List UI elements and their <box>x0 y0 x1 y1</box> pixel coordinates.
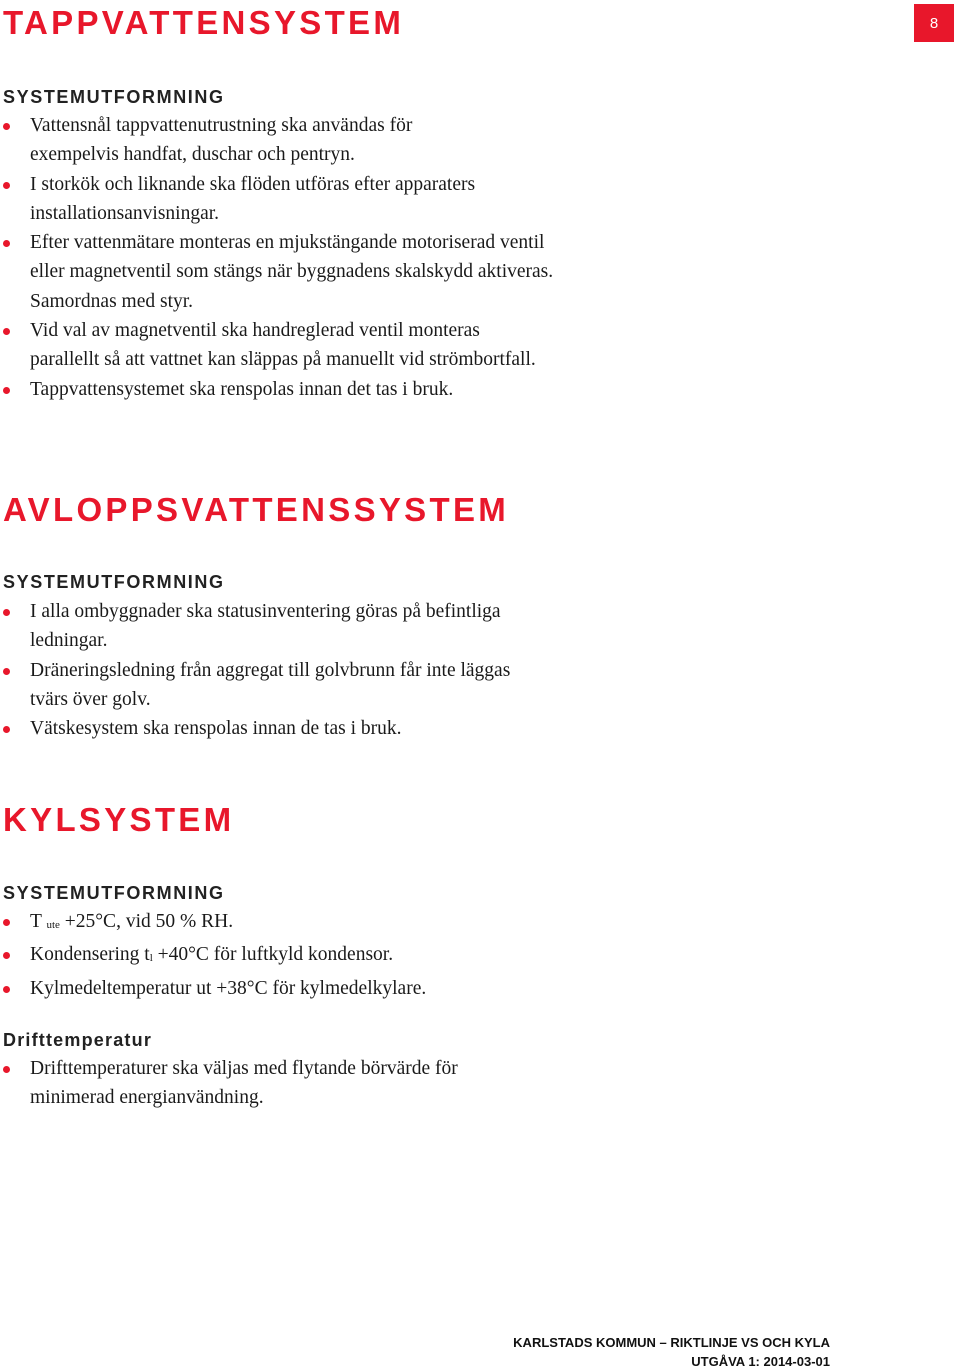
list-item: Kylmedeltemperatur ut +38°C för kylmedelkylare. <box>0 974 600 1003</box>
bullet-list <box>0 907 600 1003</box>
section-title-kyl: KYLSYSTEM <box>3 801 235 838</box>
list-item: Vätskesystem ska renspolas innan de tas i bruk. <box>0 714 590 743</box>
bullet-list <box>0 111 600 404</box>
subsection-title-drifttemperatur: Drifttemperatur <box>3 1030 153 1050</box>
list-item: Dräneringsledning från aggregat till golvbrunn får inte läggas tvärs över golv. <box>0 656 530 715</box>
section-title-avlopp: AVLOPPSVATTENSSYSTEM <box>3 491 510 528</box>
list-item: Vid val av magnetventil ska handreglerad ventil monteras parallellt så att vattnet kan släppas på manuellt vid strömbortfall. <box>0 316 540 375</box>
list-item: Vattensnål tappvattenutrustning ska användas för exempelvis handfat, duschar och pentryn. <box>0 111 480 170</box>
footer-edition: UTGÅVA 1: 2014-03-01 <box>691 1354 830 1369</box>
list-item: T ute +25°C, vid 50 % RH. <box>0 907 600 940</box>
list-item: I storkök och liknande ska flöden utföras efter apparaters installationsanvisningar. <box>0 170 530 229</box>
section-subtitle: SYSTEMUTFORMNING <box>3 572 225 592</box>
page-number-badge: 8 <box>914 4 954 42</box>
bullet-list <box>0 1054 600 1113</box>
bullet-list <box>0 597 600 743</box>
section-title-tappvatten: TAPPVATTENSYSTEM <box>3 4 405 41</box>
list-item: I alla ombyggnader ska statusinventering göras på befintliga ledningar. <box>0 597 580 656</box>
list-item: Tappvattensystemet ska renspolas innan det tas i bruk. <box>0 375 590 404</box>
footer-organization: KARLSTADS KOMMUN – RIKTLINJE VS OCH KYLA <box>513 1335 830 1350</box>
section-subtitle: SYSTEMUTFORMNING <box>3 87 225 107</box>
section-subtitle: SYSTEMUTFORMNING <box>3 883 225 903</box>
list-item: Efter vattenmätare monteras en mjukstängande motoriserad ventil eller magnetventil som stängs när byggnadens skalskydd aktiveras. Samordnas med styr. <box>0 228 575 316</box>
list-item: Kondensering tl +40°C för luftkyld kondensor. <box>0 940 600 973</box>
list-item: Drifttemperaturer ska väljas med flytande börvärde för minimerad energianvändning. <box>0 1054 535 1113</box>
